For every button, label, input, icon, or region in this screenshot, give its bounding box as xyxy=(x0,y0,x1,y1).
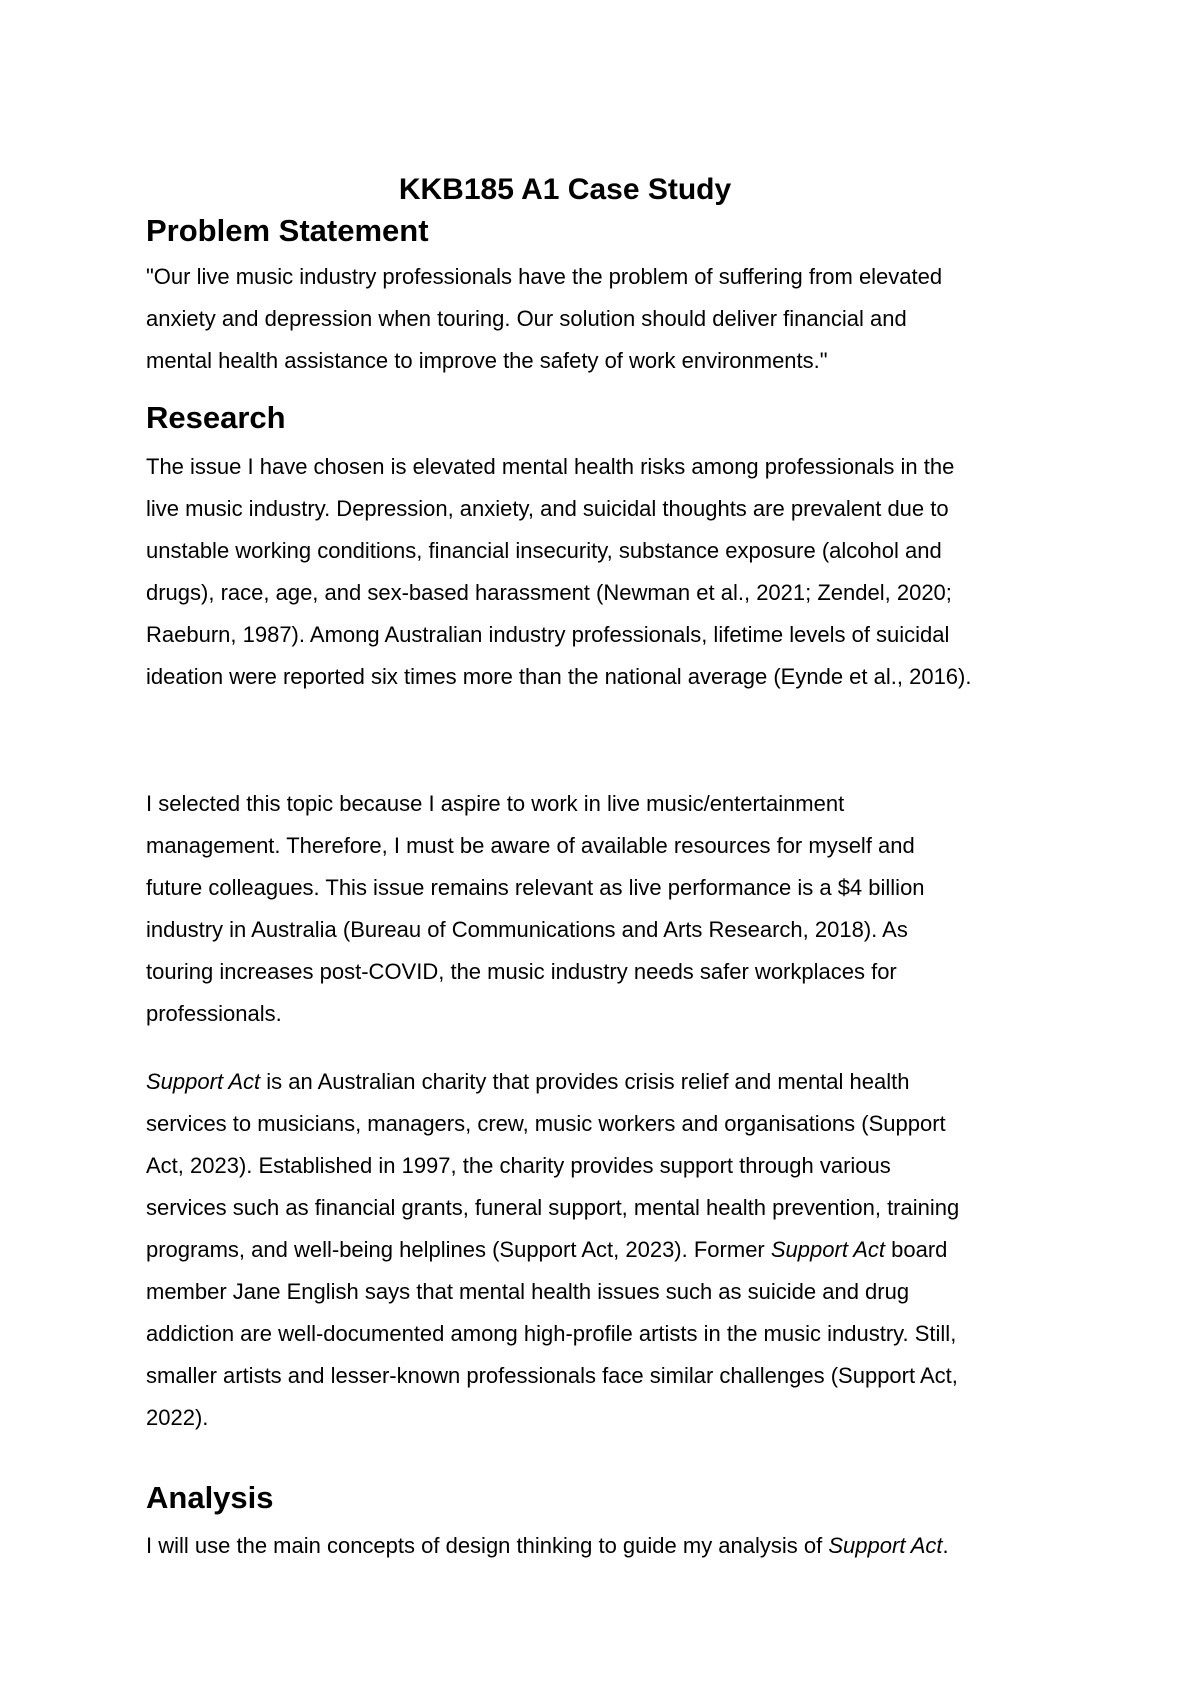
organisation-name: Support Act xyxy=(146,1069,261,1094)
analysis-paragraph xyxy=(146,1525,1076,1567)
text-line: I selected this topic because I aspire to work in live music/entertainment xyxy=(146,791,845,816)
problem-statement-paragraph xyxy=(146,256,1076,382)
text-fragment: board xyxy=(885,1237,948,1262)
text-fragment: I will use the main concepts of design thinking to guide my analysis of xyxy=(146,1533,829,1558)
text-line: Raeburn, 1987). Among Australian industry professionals, lifetime levels of suicidal xyxy=(146,622,950,647)
text-line: services to musicians, managers, crew, music workers and organisations (Support xyxy=(146,1111,946,1136)
text-line: Act, 2023). Established in 1997, the charity provides support through various xyxy=(146,1153,891,1178)
text-line: unstable working conditions, financial insecurity, substance exposure (alcohol and xyxy=(146,538,942,563)
research-paragraph-2 xyxy=(146,783,1076,1035)
text-line: mental health assistance to improve the safety of work environments." xyxy=(146,348,828,373)
analysis-heading: Analysis xyxy=(146,1480,274,1515)
organisation-name: Support Act xyxy=(770,1237,886,1262)
text-line xyxy=(146,1229,1076,1271)
organisation-name: Support Act xyxy=(828,1533,943,1558)
text-line: ideation were reported six times more than the national average (Eynde et al., 2016). xyxy=(146,664,972,689)
text-line: services such as financial grants, funeral support, mental health prevention, training xyxy=(146,1195,960,1220)
text-fragment: programs, and well-being helplines (Support Act, 2023). Former xyxy=(146,1237,771,1262)
text-line: professionals. xyxy=(146,1001,282,1026)
text-line xyxy=(146,1525,1076,1567)
text-line xyxy=(146,1061,1076,1103)
text-line: drugs), race, age, and sex-based harassment (Newman et al., 2021; Zendel, 2020; xyxy=(146,580,952,605)
text-line: future colleagues. This issue remains relevant as live performance is a $4 billion xyxy=(146,875,925,900)
text-line: anxiety and depression when touring. Our solution should deliver financial and xyxy=(146,306,907,331)
problem-statement-heading: Problem Statement xyxy=(146,213,429,248)
research-heading: Research xyxy=(146,400,286,435)
text-line: addiction are well-documented among high-profile artists in the music industry. Still, xyxy=(146,1321,957,1346)
research-paragraph-3 xyxy=(146,1061,1076,1439)
text-line: touring increases post-COVID, the music industry needs safer workplaces for xyxy=(146,959,897,984)
text-line: "Our live music industry professionals have the problem of suffering from elevated xyxy=(146,264,943,289)
text-fragment: . xyxy=(942,1533,949,1558)
research-paragraph-1 xyxy=(146,446,1076,698)
text-line: member Jane English says that mental health issues such as suicide and drug xyxy=(146,1279,910,1304)
document-title: KKB185 A1 Case Study xyxy=(398,173,732,206)
text-line: 2022). xyxy=(146,1405,209,1430)
text-line: live music industry. Depression, anxiety, and suicidal thoughts are prevalent due to xyxy=(146,496,949,521)
text-line: smaller artists and lesser-known professionals face similar challenges (Support Act, xyxy=(146,1363,958,1388)
text-line: management. Therefore, I must be aware of available resources for myself and xyxy=(146,833,915,858)
text-line: The issue I have chosen is elevated mental health risks among professionals in the xyxy=(146,454,955,479)
text-line: industry in Australia (Bureau of Communications and Arts Research, 2018). As xyxy=(146,917,908,942)
text-fragment: is an Australian charity that provides crisis relief and mental health xyxy=(260,1069,910,1094)
